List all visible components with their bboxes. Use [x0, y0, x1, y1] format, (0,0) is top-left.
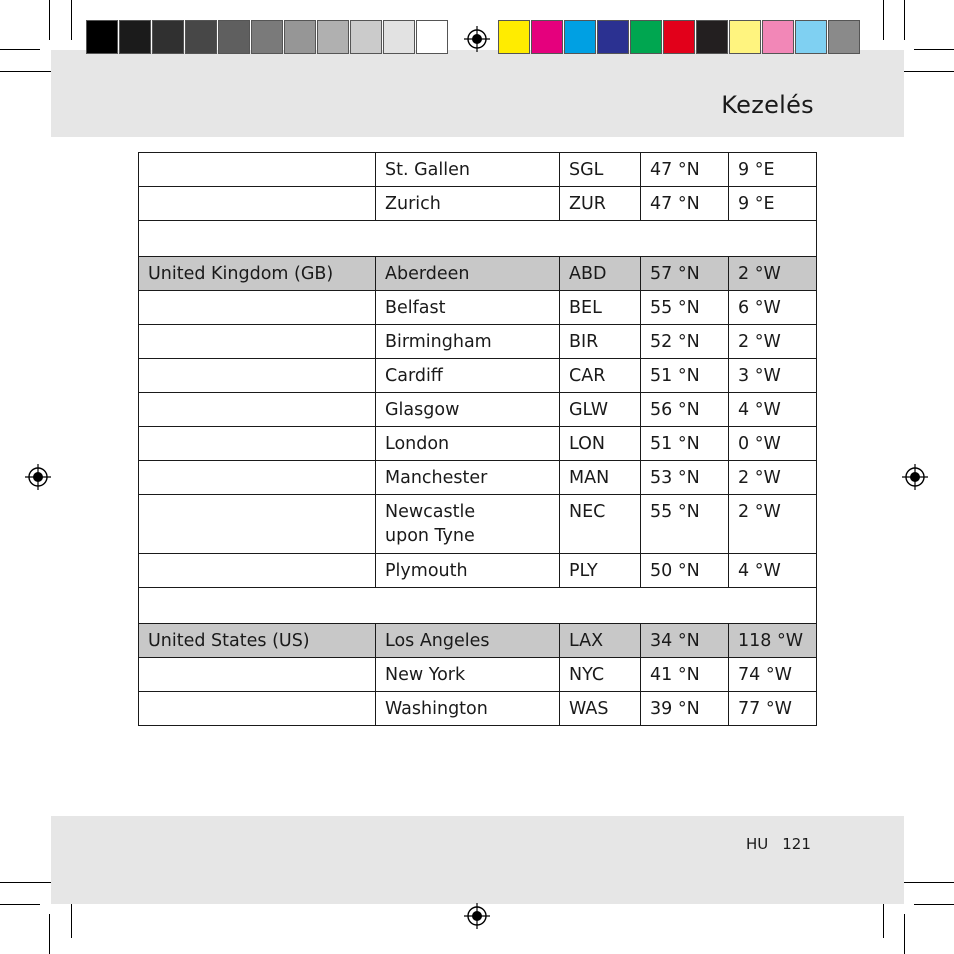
code-cell: BEL [560, 291, 641, 325]
crop-mark [900, 71, 954, 72]
table-row [139, 187, 817, 221]
city-line: upon Tyne [385, 526, 475, 546]
table-row [139, 153, 817, 187]
color-swatch [795, 20, 827, 54]
crop-mark [49, 0, 50, 40]
longitude-cell: 74 °W [729, 658, 817, 692]
page-number: 121 [782, 835, 811, 853]
language-code: HU [746, 835, 769, 853]
table-row [139, 291, 817, 325]
crop-mark [0, 882, 52, 883]
city-line: Newcastle [385, 502, 476, 522]
table-row [139, 461, 817, 495]
latitude-cell: 34 °N [641, 624, 729, 658]
color-swatch [218, 20, 250, 54]
country-cell [139, 495, 376, 554]
latitude-cell: 53 °N [641, 461, 729, 495]
latitude-cell: 52 °N [641, 325, 729, 359]
color-swatch [696, 20, 728, 54]
code-cell: NEC [560, 495, 641, 554]
color-swatch [663, 20, 695, 54]
code-cell: LAX [560, 624, 641, 658]
latitude-cell: 47 °N [641, 187, 729, 221]
city-cell: St. Gallen [376, 153, 560, 187]
longitude-cell: 2 °W [729, 325, 817, 359]
table-row [139, 658, 817, 692]
country-cell: United Kingdom (GB) [139, 257, 376, 291]
code-cell: LON [560, 427, 641, 461]
table-row [139, 359, 817, 393]
crop-mark [914, 904, 954, 905]
longitude-cell: 118 °W [729, 624, 817, 658]
separator-row [139, 588, 817, 624]
crop-mark [883, 898, 884, 938]
city-cell: London [376, 427, 560, 461]
color-swatch [498, 20, 530, 54]
table-row [139, 624, 817, 658]
color-swatch [317, 20, 349, 54]
color-swatch [86, 20, 118, 54]
longitude-cell: 2 °W [729, 257, 817, 291]
latitude-cell: 47 °N [641, 153, 729, 187]
color-calibration-strip [498, 20, 861, 56]
city-cell: Birmingham [376, 325, 560, 359]
code-cell: WAS [560, 692, 641, 726]
code-cell: PLY [560, 554, 641, 588]
latitude-cell: 57 °N [641, 257, 729, 291]
longitude-cell: 2 °W [729, 461, 817, 495]
crop-mark [904, 914, 905, 954]
table-row [139, 427, 817, 461]
crop-mark [914, 49, 954, 50]
crop-mark [0, 71, 52, 72]
country-cell [139, 325, 376, 359]
latitude-cell: 51 °N [641, 427, 729, 461]
country-cell: United States (US) [139, 624, 376, 658]
country-cell [139, 393, 376, 427]
code-cell: ZUR [560, 187, 641, 221]
latitude-cell: 41 °N [641, 658, 729, 692]
crop-mark [900, 882, 954, 883]
country-cell [139, 187, 376, 221]
city-cell: Manchester [376, 461, 560, 495]
color-swatch [564, 20, 596, 54]
color-swatch [284, 20, 316, 54]
crop-mark [71, 0, 72, 40]
longitude-cell: 9 °E [729, 153, 817, 187]
city-cell: Zurich [376, 187, 560, 221]
color-swatch [185, 20, 217, 54]
registration-mark-icon [464, 26, 490, 52]
code-cell: SGL [560, 153, 641, 187]
longitude-cell: 3 °W [729, 359, 817, 393]
country-cell [139, 153, 376, 187]
country-cell [139, 291, 376, 325]
color-swatch [729, 20, 761, 54]
footer-band [51, 816, 904, 904]
crop-mark [49, 914, 50, 954]
registration-mark-icon [902, 464, 928, 490]
longitude-cell: 0 °W [729, 427, 817, 461]
city-cell: Cardiff [376, 359, 560, 393]
registration-mark-icon [464, 903, 490, 929]
code-cell: NYC [560, 658, 641, 692]
country-cell [139, 692, 376, 726]
color-swatch [531, 20, 563, 54]
code-cell: BIR [560, 325, 641, 359]
city-cell: Glasgow [376, 393, 560, 427]
table-row [139, 554, 817, 588]
code-cell: ABD [560, 257, 641, 291]
city-cell: Belfast [376, 291, 560, 325]
table-row [139, 692, 817, 726]
table-row [139, 495, 817, 554]
city-cell: New York [376, 658, 560, 692]
color-swatch [383, 20, 415, 54]
page-footer [746, 835, 825, 853]
color-swatch [828, 20, 860, 54]
longitude-cell: 77 °W [729, 692, 817, 726]
color-swatch [119, 20, 151, 54]
longitude-cell: 9 °E [729, 187, 817, 221]
table-row [139, 325, 817, 359]
code-cell: CAR [560, 359, 641, 393]
color-swatch [630, 20, 662, 54]
city-cell: Aberdeen [376, 257, 560, 291]
latitude-cell: 55 °N [641, 291, 729, 325]
page-title: Kezelés [721, 91, 814, 119]
longitude-cell: 4 °W [729, 393, 817, 427]
crop-mark [0, 49, 40, 50]
color-swatch [251, 20, 283, 54]
latitude-cell: 51 °N [641, 359, 729, 393]
country-cell [139, 427, 376, 461]
separator-cell [139, 221, 817, 257]
color-swatch [416, 20, 448, 54]
country-cell [139, 658, 376, 692]
latitude-cell: 50 °N [641, 554, 729, 588]
separator-row [139, 221, 817, 257]
country-cell [139, 461, 376, 495]
country-cell [139, 554, 376, 588]
city-cell: Plymouth [376, 554, 560, 588]
crop-mark [904, 0, 905, 40]
grayscale-calibration-strip [86, 20, 449, 56]
city-cell: Washington [376, 692, 560, 726]
color-swatch [597, 20, 629, 54]
country-cell [139, 359, 376, 393]
crop-mark [0, 904, 40, 905]
crop-mark [71, 898, 72, 938]
table-row [139, 393, 817, 427]
latitude-cell: 39 °N [641, 692, 729, 726]
longitude-cell: 4 °W [729, 554, 817, 588]
color-swatch [152, 20, 184, 54]
city-location-table [138, 152, 817, 726]
registration-mark-icon [25, 464, 51, 490]
code-cell: GLW [560, 393, 641, 427]
longitude-cell: 6 °W [729, 291, 817, 325]
table-row [139, 257, 817, 291]
separator-cell [139, 588, 817, 624]
city-cell: Los Angeles [376, 624, 560, 658]
latitude-cell: 56 °N [641, 393, 729, 427]
color-swatch [350, 20, 382, 54]
code-cell: MAN [560, 461, 641, 495]
crop-mark [883, 0, 884, 40]
city-cell [376, 495, 560, 554]
latitude-cell: 55 °N [641, 495, 729, 554]
longitude-cell: 2 °W [729, 495, 817, 554]
color-swatch [762, 20, 794, 54]
